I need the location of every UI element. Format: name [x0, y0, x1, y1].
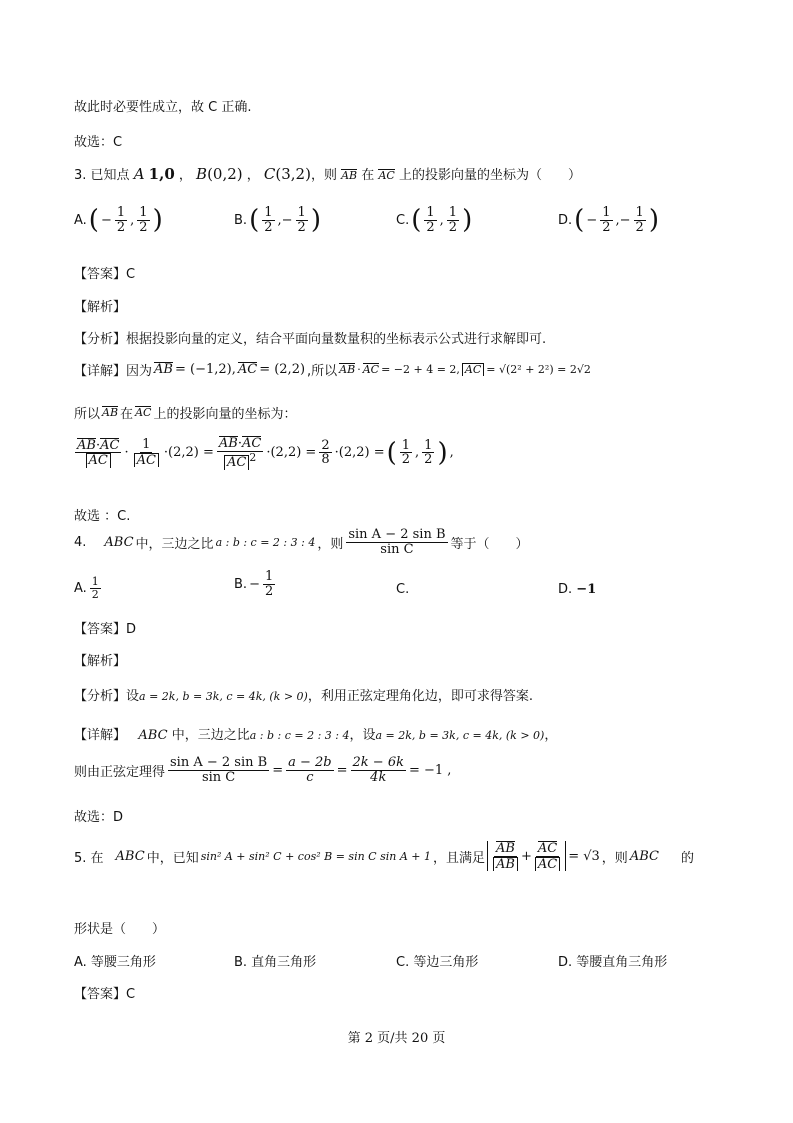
option-a: A. ( − $\frac{1}{2}$ , $\frac{1}{2}$ ) [74, 204, 163, 235]
answer-5: 【答案】C [74, 987, 136, 1002]
q4-option-a: A. $\frac{1}{2}$ [74, 575, 99, 601]
answer-3: 【答案】C [74, 267, 136, 282]
fenxi-3: 【分析】根据投影向量的定义，结合平面向量数量积的坐标表示公式进行求解即可. [74, 332, 547, 347]
analysis-4-tag: 【解析】 [74, 654, 127, 669]
analysis-3-tag: 【解析】 [74, 300, 127, 315]
option-d: D. ( − $\frac{1}{2}$ ,− $\frac{1}{2}$ ) [558, 204, 659, 235]
suoyi-3: 所以 AB 在 AC 上的投影向量的坐标为： [74, 406, 297, 422]
text-line: 故选：C [74, 135, 123, 150]
text-line: 故此时必要性成立，故 C 正确. [74, 100, 252, 115]
q5-option-b: B. 直角三角形 [234, 955, 317, 970]
q5-line2: 形状是（ ） [74, 922, 166, 937]
fenxi-4: 【分析】设a = 2k, b = 3k, c = 4k, (k > 0)，利用正弦定理角化边，即可求得答案. [74, 689, 533, 704]
q5-option-a: A. 等腰三角形 [74, 955, 156, 970]
question-4: 4. ABC 中，三边之比 a : b : c = 2 : 3 : 4 ，则 $\frac{\text{sin A − 2 sin B}}{\text{sin C}}$ 等于（ ） [74, 527, 529, 557]
detail-4: 【详解】 ABC 中，三边之比a : b : c = 2 : 3 : 4，设a = 2k, b = 3k, c = 4k, (k > 0)， [74, 728, 558, 743]
formula-3: $\frac{AB\cdot AC}{AC}$ · $\frac{1}{AC}$ ·(2,2) = $\frac{AB\cdot AC}{AC ^2}$ ·(2,2) = $\frac{2}{8}$ ·(2,2) = ( $\frac{1}{2}$ , $\frac{1}{2}$ ) , [77, 436, 454, 470]
detail-3: 【详解】因为 AB = (−1,2), AC = (2,2) ,所以 AB · AC = −2 + 4 = 2, AC = √(2² + 2²) = 2√2 [74, 362, 591, 379]
q4-option-d: D. −1 [558, 582, 597, 597]
q5-option-d: D. 等腰直角三角形 [558, 955, 668, 970]
answer-4: 【答案】D [74, 622, 137, 637]
detail-4-line2: 则由正弦定理得 $\frac{\text{sin A − 2 sin B}}{\text{sin C}}$ = $\frac{a - 2b}{c}$ = $\frac{2k - 6k}{4k}$ = −1 , [74, 755, 452, 785]
question-3: 3. 已知点 A 1,0 ， B(0,2) ， C(3,2)，则 AB 在 AC 上的投影向量的坐标为（ ） [74, 165, 581, 183]
guxuan-3: 故选 ：C. [74, 509, 131, 524]
question-5: 5. 在 ABC 中，已知 sin² A + sin² C + cos² B = sin C sin A + 1 ，且满足 $\frac{AB}{AB}$ + $\frac{AC}{AC}$ = √3 ，则 ABC 的 [74, 841, 694, 872]
guxuan-4: 故选：D [74, 810, 124, 825]
q4-option-b: B. − $\frac{1}{2}$ [234, 569, 274, 599]
q4-option-c: C. [396, 582, 410, 597]
option-b: B. ( $\frac{1}{2}$ ,− $\frac{1}{2}$ ) [234, 204, 321, 235]
q5-option-c: C. 等边三角形 [396, 955, 479, 970]
page-footer: 第 2 页/共 20 页 [347, 1031, 446, 1046]
option-c: C. ( $\frac{1}{2}$ , $\frac{1}{2}$ ) [396, 204, 473, 235]
